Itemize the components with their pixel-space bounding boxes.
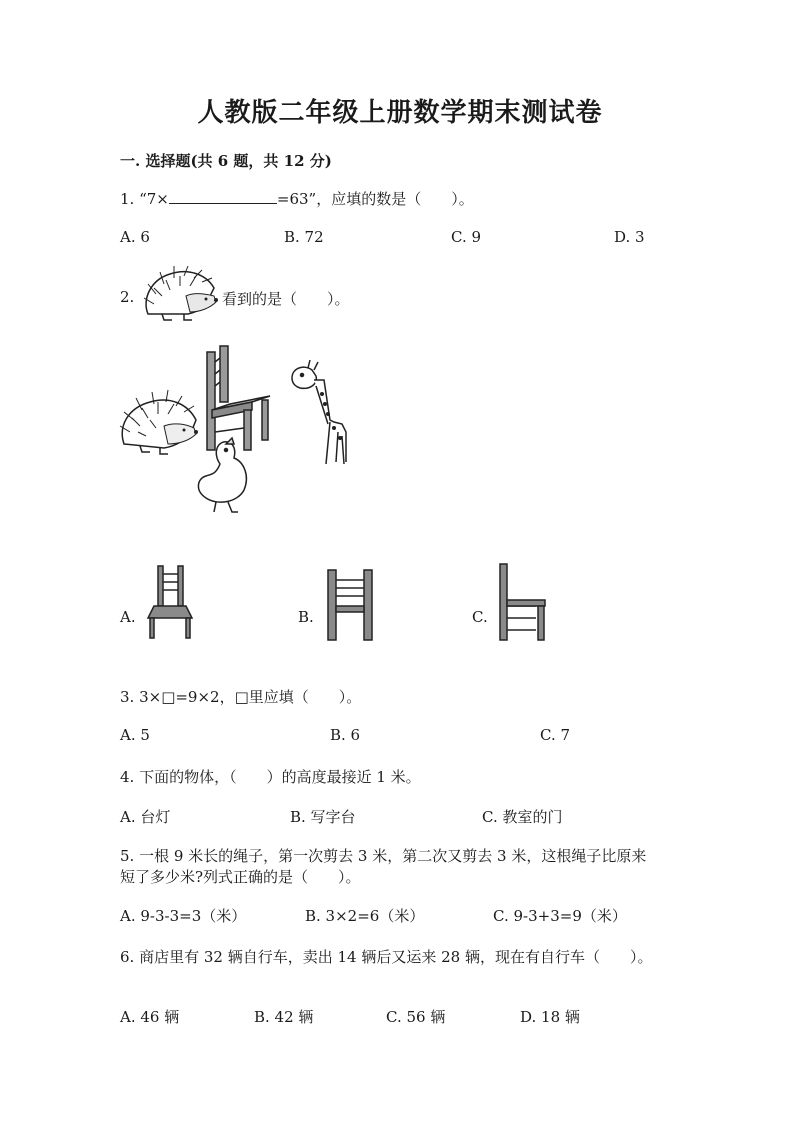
question-1: 1. “7× =63”，应填的数是（ ）。	[120, 190, 474, 208]
page-title: 人教版二年级上册数学期末测试卷	[197, 98, 603, 128]
hedgehog-icon	[120, 390, 198, 454]
q6-option-d[interactable]: D. 18 辆	[520, 1008, 580, 1026]
q5-option-a[interactable]: A. 9-3-3=3（米）	[120, 907, 247, 925]
q4-option-b[interactable]: B. 写字台	[290, 808, 356, 826]
q4-option-a[interactable]: A. 台灯	[120, 808, 171, 826]
q3-option-a[interactable]: A. 5	[120, 726, 150, 744]
question-5-line-1: 5. 一根 9 米长的绳子，第一次剪去 3 米，第二次又剪去 3 米，这根绳子比原来	[120, 847, 647, 865]
q5-option-b[interactable]: B. 3×2=6（米）	[305, 907, 425, 925]
q6-option-c[interactable]: C. 56 辆	[386, 1008, 446, 1026]
q2-number: 2.	[120, 288, 135, 306]
q3-option-b[interactable]: B. 6	[330, 726, 361, 744]
scene-illustration	[120, 340, 370, 525]
answer-blank	[169, 189, 277, 204]
q2-option-b[interactable]: B.	[298, 608, 314, 626]
chair-icon	[207, 346, 270, 450]
question-4: 4. 下面的物体，（ ）的高度最接近 1 米。	[120, 768, 421, 786]
q4-option-c[interactable]: C. 教室的门	[482, 808, 563, 826]
q5-option-c[interactable]: C. 9-3+3=9（米）	[493, 907, 627, 925]
hedgehog-icon	[140, 266, 220, 324]
q3-option-c[interactable]: C. 7	[540, 726, 571, 744]
q1-option-a[interactable]: A. 6	[120, 228, 150, 246]
q1-option-b[interactable]: B. 72	[284, 228, 324, 246]
chair-icon	[146, 564, 196, 640]
question-6: 6. 商店里有 32 辆自行车，卖出 14 辆后又运来 28 辆，现在有自行车（ ）。	[120, 948, 653, 966]
q6-option-b[interactable]: B. 42 辆	[254, 1008, 314, 1026]
q1-option-c[interactable]: C. 9	[451, 228, 482, 246]
giraffe-icon	[292, 360, 346, 464]
q6-option-a[interactable]: A. 46 辆	[120, 1008, 180, 1026]
section-heading: 一. 选择题(共 6 题，共 12 分)	[120, 152, 332, 170]
chair-icon	[498, 562, 550, 642]
q2-option-c[interactable]: C.	[472, 608, 488, 626]
q1-option-d[interactable]: D. 3	[614, 228, 645, 246]
chair-icon	[326, 568, 374, 642]
duck-icon	[198, 438, 246, 512]
q2-text: 看到的是（ ）。	[222, 290, 350, 308]
question-5-line-2: 短了多少米?列式正确的是（ ）。	[120, 868, 361, 886]
question-3: 3. 3×□=9×2，□里应填（ ）。	[120, 688, 362, 706]
q2-option-a[interactable]: A.	[120, 608, 136, 626]
